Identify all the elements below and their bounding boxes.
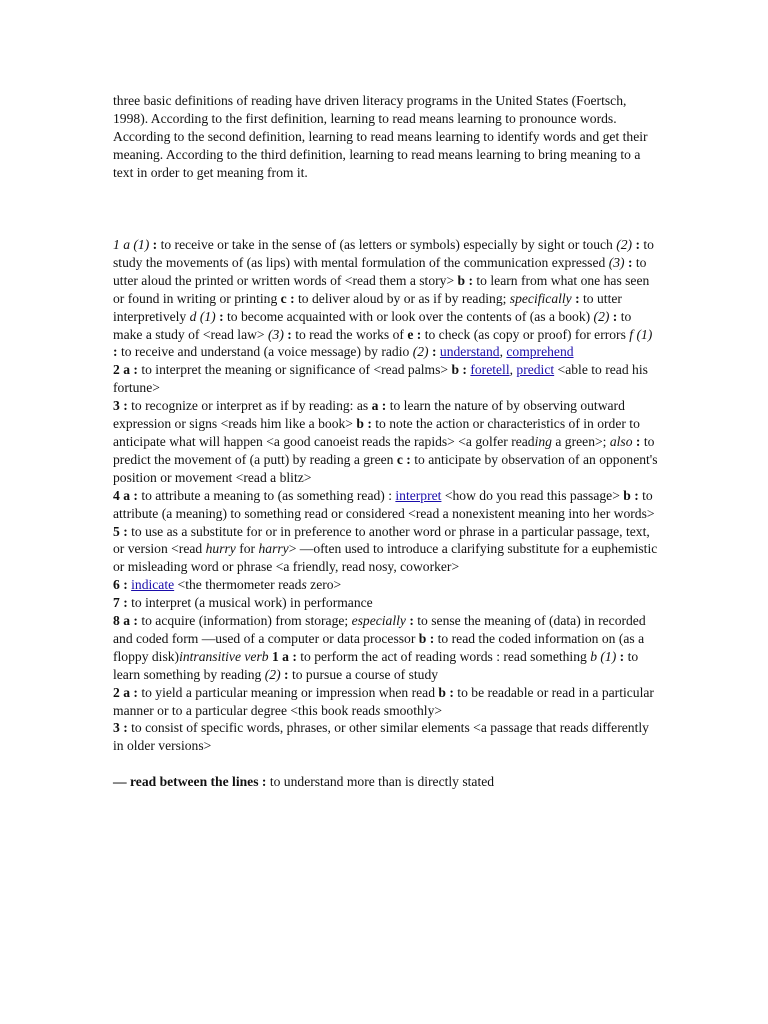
definition-7 [113, 594, 658, 612]
intro-paragraph: three basic definitions of reading have driven literacy programs in the United States (Foertsch, 1998). According to the first definition, learning to read means learning to pronounce words. According to the second definition, learning to read means learning to identify words and get their meaning. According to the third definition, learning to read means learning to bring meaning to a text in order to get meaning from it. [113, 93, 648, 180]
interpret-link[interactable]: interpret [395, 487, 442, 503]
separator: : [571, 290, 584, 306]
separator: : [402, 451, 415, 467]
definition-text: to attribute a meaning to (as something read) : [141, 487, 396, 503]
definition-text: to understand more than is directly stated [269, 774, 495, 790]
separator: : [258, 774, 270, 790]
separator: : [215, 308, 227, 324]
inflection: ing [534, 433, 552, 449]
separator: : [119, 595, 132, 611]
definition-text: a green>; [551, 433, 610, 449]
definition-text: differently in older versions> [113, 720, 649, 754]
sense-number: (3) [268, 326, 284, 342]
phrase-label: — read between the lines [113, 774, 259, 790]
sense-number: 3 [113, 398, 120, 414]
part-of-speech-label: intransitive verb [179, 648, 269, 664]
definition-5 [113, 523, 658, 577]
sense-letter: c [396, 451, 403, 467]
separator: : [378, 398, 390, 414]
definition-text: to receive or take in the sense of (as letters or symbols) especially by sight or touch [160, 237, 617, 252]
example-word: hurry [205, 541, 236, 557]
comprehend-link[interactable]: comprehend [506, 344, 574, 360]
sense-letter: b [438, 684, 446, 700]
definition-text: to learn something by reading [113, 648, 639, 682]
sense-number: 8 a [113, 613, 130, 629]
separator: : [363, 416, 376, 432]
predict-link[interactable]: predict [516, 362, 555, 378]
sense-number: d (1) [189, 308, 216, 324]
definition-text: to predict the movement of (a putt) by reading a green [113, 433, 655, 467]
sense-number: (2) [616, 237, 633, 252]
sense-number: 7 [113, 595, 120, 611]
comma: , [499, 344, 507, 360]
separator: : [149, 237, 161, 252]
definition-text: to make a study of <read law> [113, 308, 632, 342]
definition-text: to interpret (a musical work) in performance [131, 595, 373, 611]
definition-text: to sense the meaning of (data) in recorded and coded form —used of a computer or data processor [113, 613, 646, 646]
definition-text: to consist of specific words, phrases, or other similar elements <a passage that read [131, 720, 584, 736]
intransitive-definition-3 [113, 719, 658, 755]
separator: : [426, 630, 438, 646]
indicate-link[interactable]: indicate [131, 577, 175, 593]
understand-link[interactable]: understand [439, 344, 500, 360]
separator: : [609, 308, 621, 324]
separator: : [632, 433, 644, 449]
separator: : [130, 487, 142, 503]
usage-label: especially [351, 613, 406, 629]
definition-text: to read the works of [295, 326, 408, 342]
usage-label: specifically [509, 290, 572, 306]
comma: , [509, 362, 517, 378]
definition-text: to attribute (a meaning) to something read or considered <read a nonexistent meaning into her words> [113, 487, 655, 521]
definition-text: to note the action or characteristics of in order to anticipate what will happen <a good canoeist reads the rapids> <a golfer read [113, 416, 640, 449]
separator: : [113, 344, 121, 360]
separator: : [616, 648, 628, 664]
separator: : [288, 648, 301, 664]
definition-text: to acquire (information) from storage; [141, 613, 352, 629]
definition-8 [113, 612, 658, 684]
separator: : [465, 272, 477, 288]
intransitive-definition-2 [113, 684, 658, 720]
definition-text: to receive and understand (a voice message) by radio [120, 344, 413, 360]
definition-text: to learn the nature of by observing outward expression or signs <reads him like a book> [113, 398, 625, 432]
definition-text: zero> [306, 577, 342, 593]
separator: : [283, 326, 296, 342]
sense-number: 1 a (1) [113, 237, 150, 252]
definition-text: to learn from what one has seen or found in writing or printing [113, 272, 650, 306]
definition-text: to study the movements of (as lips) with mental formulation of the communication expressed [113, 237, 654, 270]
sense-letter: b [356, 416, 364, 432]
definition-text: for [235, 541, 259, 557]
sense-number: 5 [113, 523, 120, 539]
definition-text: to pursue a course of study [291, 666, 439, 682]
sense-number: (2) [264, 666, 281, 682]
inflection: s [375, 702, 381, 718]
sense-number: f (1) [629, 326, 653, 342]
separator: : [286, 290, 299, 306]
sense-letter: e [407, 326, 414, 342]
sense-number: b (1) [590, 648, 617, 664]
definition-text: <able to read his fortune> [113, 362, 648, 396]
spacer [113, 755, 658, 773]
separator: : [413, 326, 425, 342]
separator: : [630, 487, 643, 503]
sense-number: (2) [593, 308, 610, 324]
sense-letter: a [371, 398, 379, 414]
definition-text: to deliver aloud by or as if by reading; [298, 290, 510, 306]
separator: : [632, 237, 644, 252]
sense-number: (3) [608, 254, 625, 270]
sense-letter: b [451, 362, 460, 378]
inflection: s [583, 720, 589, 736]
sense-number: 3 [113, 720, 120, 736]
separator: : [428, 344, 440, 360]
definition-text: to anticipate by observation of an opponent's position or movement <read a blitz> [113, 451, 658, 485]
separator: : [119, 720, 132, 736]
separator: : [119, 577, 132, 593]
separator: : [624, 254, 636, 270]
sense-letter: b [623, 487, 631, 503]
foretell-link[interactable]: foretell [470, 362, 510, 378]
definition-text: to interpret the meaning or significance of <read palms> [141, 362, 452, 378]
separator: : [119, 523, 132, 539]
definition-4 [113, 487, 658, 523]
definition-text: <how do you read this passage> [441, 487, 624, 503]
separator: : [445, 684, 458, 700]
separator: : [405, 613, 418, 629]
separator: : [130, 613, 142, 629]
definition-text: to use as a substitute for or in preference to another word or phrase in a particular passage, text, or version <read [113, 523, 650, 557]
definition-text: to yield a particular meaning or impression when read [141, 684, 439, 700]
separator: : [459, 362, 471, 378]
definition-text: to be readable or read in a particular manner or to a particular degree <this book read [113, 684, 654, 718]
inflection: s [301, 577, 307, 593]
definition-text: <the thermometer read [174, 577, 302, 593]
definition-text: to become acquainted with or look over the contents of (as a book) [227, 308, 594, 324]
definition-text: to utter interpretively [113, 290, 622, 324]
phrase-definition [113, 773, 658, 791]
sense-letter: c [280, 290, 287, 306]
sense-letter: b [457, 272, 466, 288]
dictionary-definitions [113, 236, 658, 791]
sense-letter: b [418, 630, 427, 646]
usage-label: also [609, 433, 633, 449]
definition-text: > —often used to introduce a clarifying substitute for a euphemistic or misleading word or phrase <a friendly, read nosy, coworker> [113, 541, 658, 575]
definition-6 [113, 576, 658, 594]
sense-number: 1 a [268, 648, 289, 664]
separator: : [130, 362, 142, 378]
definition-3 [113, 397, 658, 487]
sense-number: 6 [113, 577, 120, 593]
definition-text: to utter aloud the printed or written words of <read them a story> [113, 254, 647, 288]
definition-1 [113, 236, 658, 361]
sense-number: 2 a [113, 684, 130, 700]
definition-text: to check (as copy or proof) for errors [424, 326, 630, 342]
separator: : [130, 684, 142, 700]
separator: : [119, 398, 132, 414]
definition-text: to perform the act of reading words : read something [300, 648, 591, 664]
sense-number: 2 a [113, 362, 130, 378]
separator: : [280, 666, 292, 682]
definition-2 [113, 361, 658, 397]
example-word: harry [258, 541, 289, 557]
sense-number: 4 a [113, 487, 130, 503]
definition-text: smoothly> [380, 702, 443, 718]
definition-text: to recognize or interpret as if by reading: as [131, 398, 372, 414]
definition-text: to read the coded information on (as a floppy disk) [113, 630, 645, 664]
sense-number: (2) [412, 344, 429, 360]
